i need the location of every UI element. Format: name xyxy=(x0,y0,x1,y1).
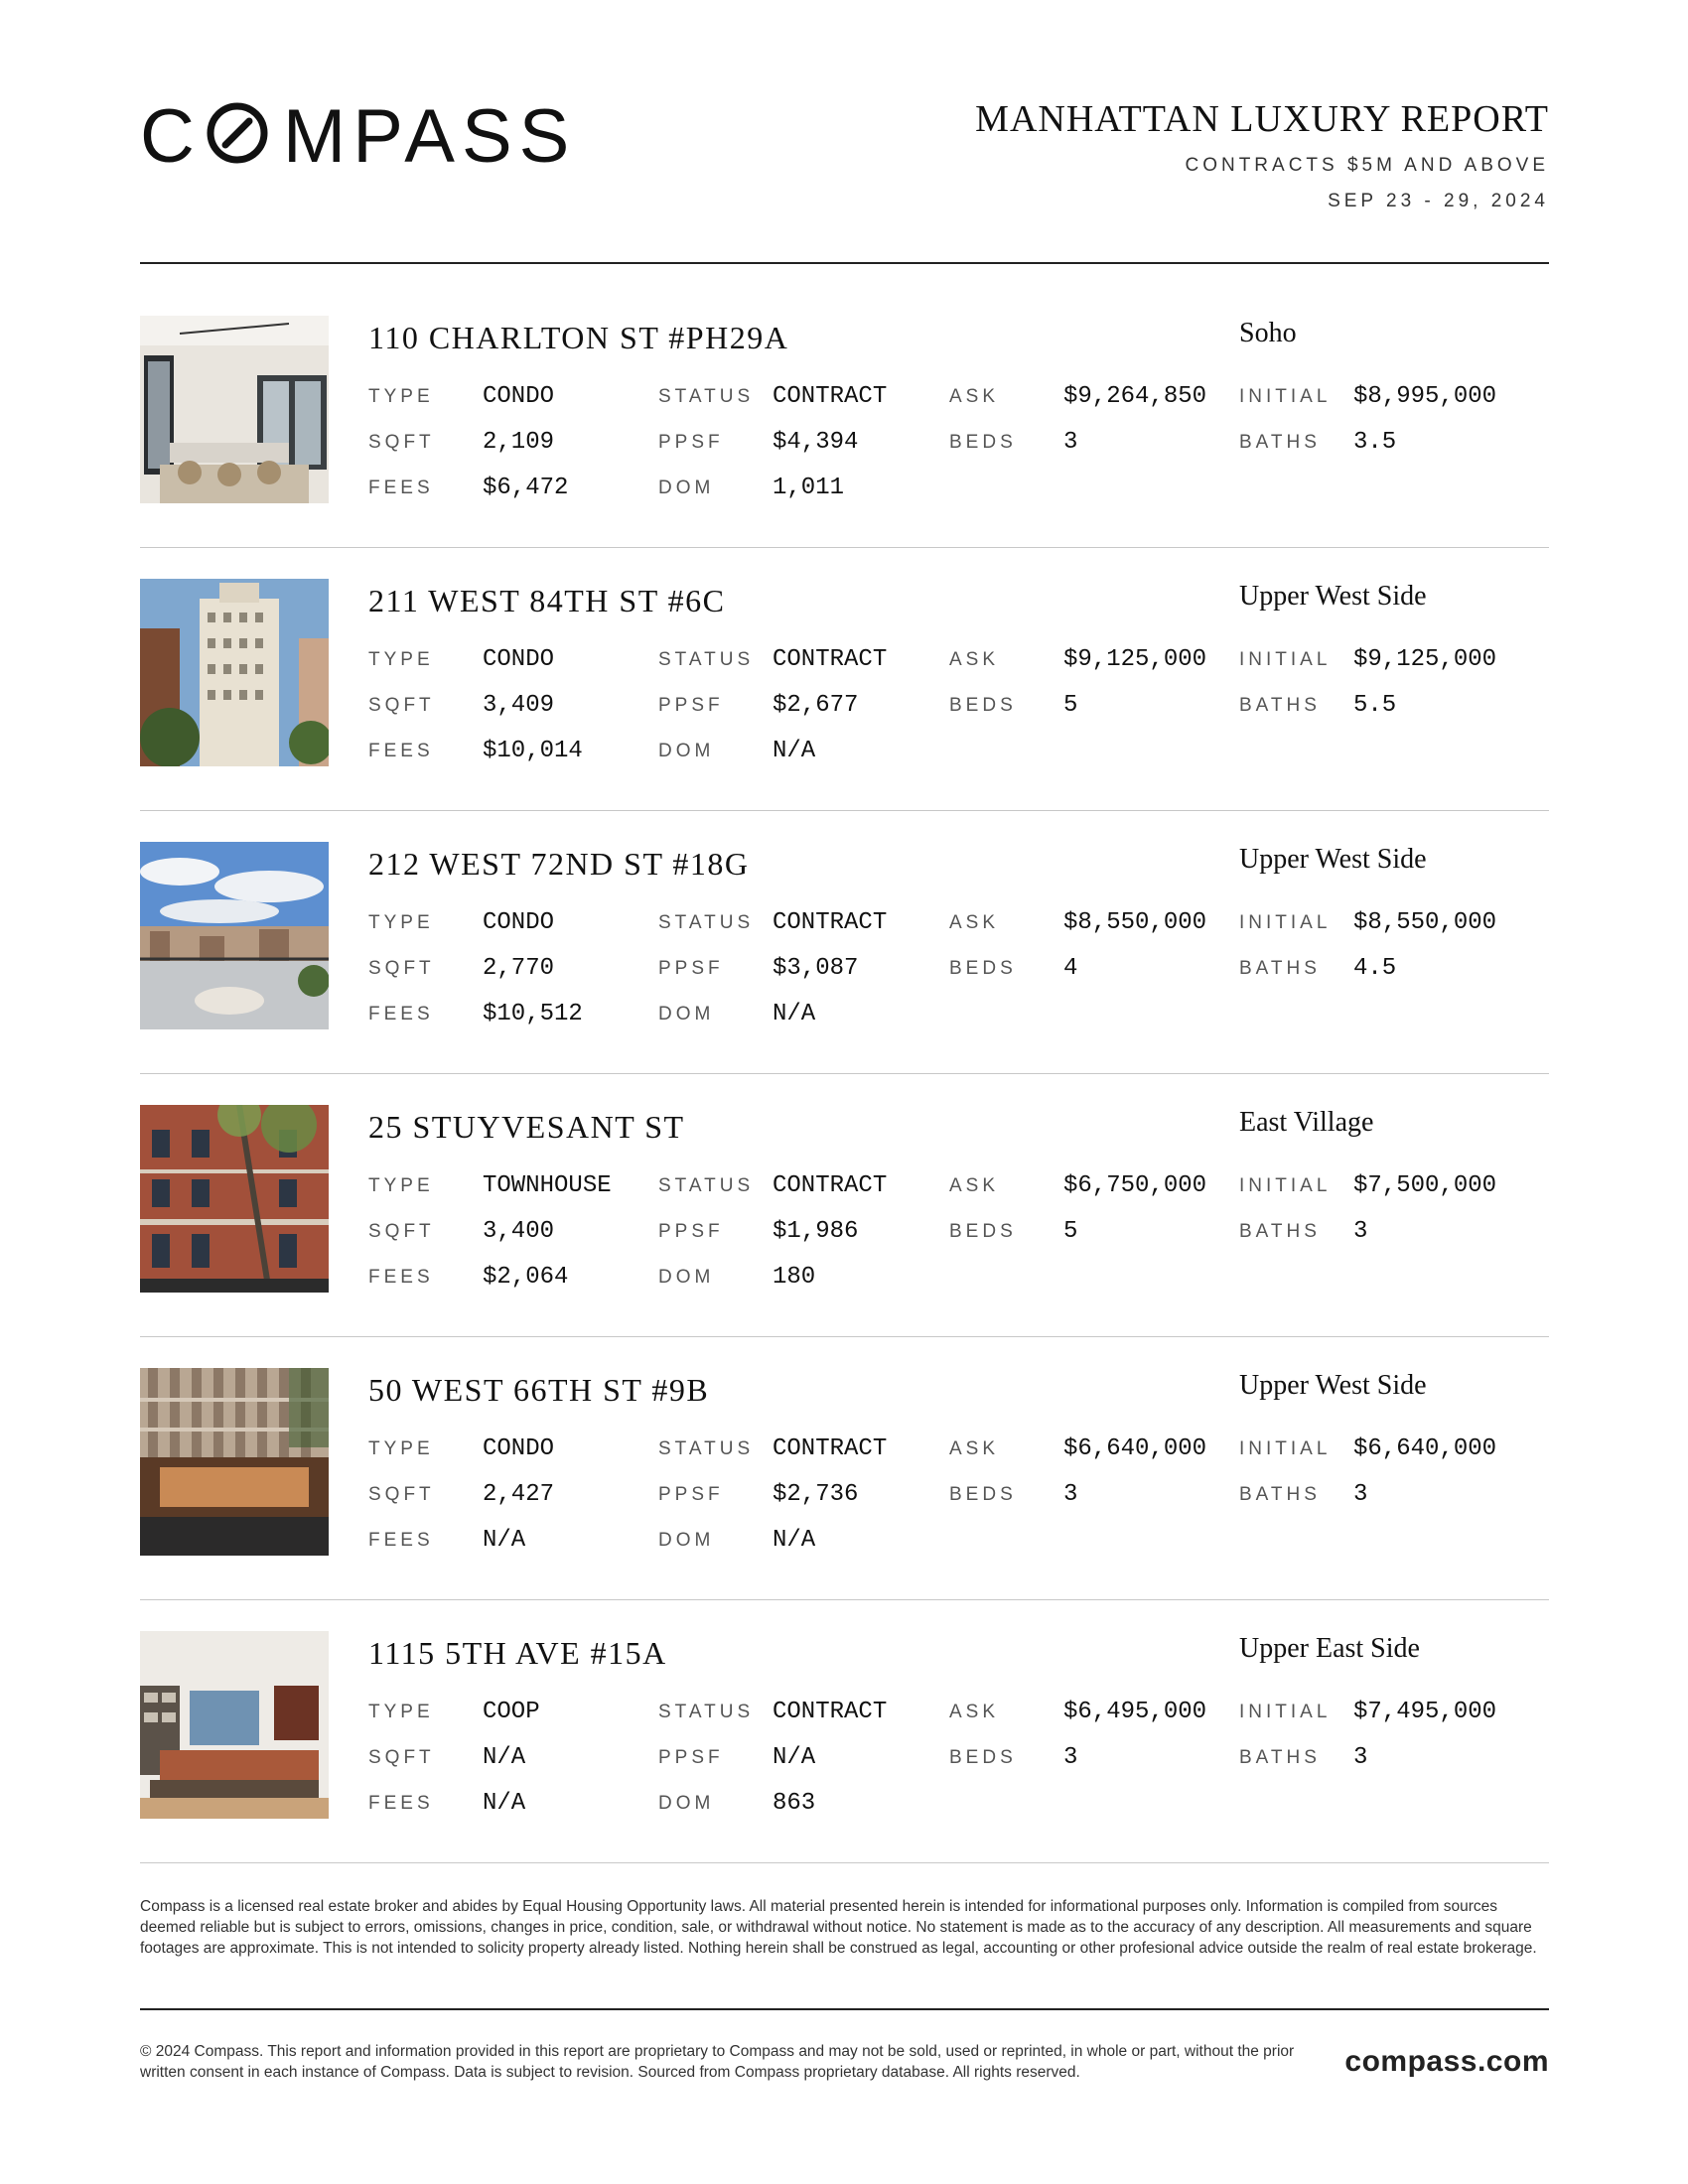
baths-value: 3 xyxy=(1353,1744,1368,1771)
ask-label: ASK xyxy=(949,649,1000,670)
initial-label: INITIAL xyxy=(1239,1438,1332,1459)
ppsf-value: $3,087 xyxy=(773,955,859,982)
ppsf-label: PPSF xyxy=(658,1747,724,1768)
sqft-value: 2,770 xyxy=(483,955,555,982)
dom-label: DOM xyxy=(658,478,715,498)
baths-value: 3.5 xyxy=(1353,429,1397,456)
baths-label: BATHS xyxy=(1239,958,1321,979)
listing-divider xyxy=(140,1073,1549,1074)
compass-o-icon xyxy=(204,102,277,164)
initial-value: $7,500,000 xyxy=(1353,1172,1497,1199)
beds-label: BEDS xyxy=(949,958,1017,979)
beds-label: BEDS xyxy=(949,1221,1017,1242)
listing-neighborhood: Upper West Side xyxy=(1239,844,1427,875)
listing-divider xyxy=(140,547,1549,548)
dom-label: DOM xyxy=(658,1267,715,1288)
fees-value: N/A xyxy=(483,1527,526,1554)
beds-label: BEDS xyxy=(949,1484,1017,1505)
sqft-value: 3,409 xyxy=(483,692,555,719)
sqft-label: SQFT xyxy=(368,695,435,716)
compass-logo xyxy=(140,94,577,179)
baths-label: BATHS xyxy=(1239,1221,1321,1242)
listings-list xyxy=(140,316,1549,1894)
listing-photo xyxy=(140,1631,329,1819)
beds-label: BEDS xyxy=(949,432,1017,453)
fees-label: FEES xyxy=(368,741,434,761)
copyright-notice: © 2024 Compass. This report and information provided in this report are proprietary to Compass and may not be sold, used or reprinted, in whole or part, without the prior written consent in each instance of Compass. Data is subject to revision. Sourced from Compass proprietary database. All rights reserved. xyxy=(140,2043,1295,2081)
listing-card xyxy=(140,1631,1549,1894)
dom-value: 1,011 xyxy=(773,475,845,501)
legal-disclaimer: Compass is a licensed real estate broker and abides by Equal Housing Opportunity laws. All material presented herein is intended for informational purposes only. Information is compiled from sources deemed reliable but is subject to errors, omissions, changes in price, condition, sale, or withdrawal without notice. No statement is made as to the accuracy of any description. All measurements and square footages are approximate. This is not intended to solicity property already listed. Nothing herein shall be construed as legal, accounting or other profesional advice outside the realm of real estate brokerage. xyxy=(140,1898,1537,1957)
type-label: TYPE xyxy=(368,649,434,670)
status-label: STATUS xyxy=(658,1702,755,1722)
sqft-label: SQFT xyxy=(368,958,435,979)
baths-value: 3 xyxy=(1353,1218,1368,1245)
status-label: STATUS xyxy=(658,1175,755,1196)
ask-label: ASK xyxy=(949,1175,1000,1196)
fees-value: $6,472 xyxy=(483,475,569,501)
status-value: CONTRACT xyxy=(773,909,888,936)
ppsf-value: $1,986 xyxy=(773,1218,859,1245)
dom-label: DOM xyxy=(658,741,715,761)
listing-address: 211 WEST 84TH ST #6C xyxy=(368,583,726,618)
fees-value: $10,512 xyxy=(483,1001,583,1027)
fees-label: FEES xyxy=(368,1793,434,1814)
type-value: TOWNHOUSE xyxy=(483,1172,612,1199)
ppsf-label: PPSF xyxy=(658,1221,724,1242)
listing-photo xyxy=(140,316,329,503)
sqft-value: 2,427 xyxy=(483,1481,555,1508)
type-value: CONDO xyxy=(483,646,555,673)
logo-letter-c: C xyxy=(140,94,202,179)
listing-neighborhood: East Village xyxy=(1239,1107,1374,1138)
listing-photo xyxy=(140,842,329,1029)
listing-address: 110 CHARLTON ST #PH29A xyxy=(368,320,789,355)
dom-value: N/A xyxy=(773,738,816,764)
beds-value: 3 xyxy=(1063,1481,1078,1508)
beds-value: 5 xyxy=(1063,1218,1078,1245)
listing-photo xyxy=(140,579,329,766)
ppsf-value: N/A xyxy=(773,1744,816,1771)
status-value: CONTRACT xyxy=(773,646,888,673)
fees-label: FEES xyxy=(368,478,434,498)
dom-value: N/A xyxy=(773,1527,816,1554)
logo-letters-mpass: MPASS xyxy=(282,94,577,179)
type-label: TYPE xyxy=(368,1438,434,1459)
initial-label: INITIAL xyxy=(1239,649,1332,670)
sqft-value: N/A xyxy=(483,1744,526,1771)
baths-value: 4.5 xyxy=(1353,955,1397,982)
listing-divider xyxy=(140,1599,1549,1600)
fees-label: FEES xyxy=(368,1530,434,1551)
listing-address: 50 WEST 66TH ST #9B xyxy=(368,1372,710,1408)
initial-value: $6,640,000 xyxy=(1353,1435,1497,1462)
ppsf-label: PPSF xyxy=(658,1484,724,1505)
listing-photo xyxy=(140,1368,329,1556)
ask-value: $6,495,000 xyxy=(1063,1699,1207,1725)
sqft-label: SQFT xyxy=(368,432,435,453)
baths-label: BATHS xyxy=(1239,695,1321,716)
status-value: CONTRACT xyxy=(773,1435,888,1462)
dom-label: DOM xyxy=(658,1004,715,1024)
listing-neighborhood: Soho xyxy=(1239,318,1297,348)
fees-value: $10,014 xyxy=(483,738,583,764)
initial-label: INITIAL xyxy=(1239,1702,1332,1722)
ask-label: ASK xyxy=(949,1702,1000,1722)
status-label: STATUS xyxy=(658,1438,755,1459)
type-label: TYPE xyxy=(368,912,434,933)
ppsf-label: PPSF xyxy=(658,432,724,453)
report-header xyxy=(140,89,1549,263)
fees-label: FEES xyxy=(368,1267,434,1288)
initial-label: INITIAL xyxy=(1239,912,1332,933)
sqft-value: 3,400 xyxy=(483,1218,555,1245)
ppsf-label: PPSF xyxy=(658,958,724,979)
type-value: CONDO xyxy=(483,909,555,936)
baths-label: BATHS xyxy=(1239,1484,1321,1505)
ask-value: $6,750,000 xyxy=(1063,1172,1207,1199)
baths-label: BATHS xyxy=(1239,432,1321,453)
beds-label: BEDS xyxy=(949,1747,1017,1768)
status-value: CONTRACT xyxy=(773,1172,888,1199)
fees-label: FEES xyxy=(368,1004,434,1024)
type-value: CONDO xyxy=(483,1435,555,1462)
type-value: CONDO xyxy=(483,383,555,410)
listing-card xyxy=(140,1368,1549,1631)
dom-value: 863 xyxy=(773,1790,816,1817)
sqft-label: SQFT xyxy=(368,1221,435,1242)
beds-label: BEDS xyxy=(949,695,1017,716)
sqft-label: SQFT xyxy=(368,1484,435,1505)
ask-value: $6,640,000 xyxy=(1063,1435,1207,1462)
ask-label: ASK xyxy=(949,386,1000,407)
status-value: CONTRACT xyxy=(773,383,888,410)
initial-value: $9,125,000 xyxy=(1353,646,1497,673)
dom-value: 180 xyxy=(773,1264,816,1291)
listing-neighborhood: Upper West Side xyxy=(1239,1370,1427,1401)
status-value: CONTRACT xyxy=(773,1699,888,1725)
header-divider xyxy=(140,262,1549,264)
listing-divider xyxy=(140,810,1549,811)
listing-divider xyxy=(140,1862,1549,1863)
baths-label: BATHS xyxy=(1239,1747,1321,1768)
dom-value: N/A xyxy=(773,1001,816,1027)
dom-label: DOM xyxy=(658,1793,715,1814)
listing-card xyxy=(140,579,1549,842)
ppsf-value: $2,677 xyxy=(773,692,859,719)
initial-label: INITIAL xyxy=(1239,386,1332,407)
initial-value: $8,550,000 xyxy=(1353,909,1497,936)
type-label: TYPE xyxy=(368,386,434,407)
listing-address: 1115 5TH AVE #15A xyxy=(368,1635,667,1671)
ppsf-label: PPSF xyxy=(658,695,724,716)
type-label: TYPE xyxy=(368,1702,434,1722)
listing-card xyxy=(140,1105,1549,1368)
baths-value: 3 xyxy=(1353,1481,1368,1508)
report-subtitle: CONTRACTS $5M AND ABOVE xyxy=(1185,155,1549,176)
ask-value: $9,125,000 xyxy=(1063,646,1207,673)
type-value: COOP xyxy=(483,1699,540,1725)
sqft-value: 2,109 xyxy=(483,429,555,456)
initial-value: $8,995,000 xyxy=(1353,383,1497,410)
ask-label: ASK xyxy=(949,1438,1000,1459)
dom-label: DOM xyxy=(658,1530,715,1551)
listing-card xyxy=(140,842,1549,1105)
ask-value: $9,264,850 xyxy=(1063,383,1207,410)
listing-photo xyxy=(140,1105,329,1293)
initial-label: INITIAL xyxy=(1239,1175,1332,1196)
fees-value: N/A xyxy=(483,1790,526,1817)
ask-label: ASK xyxy=(949,912,1000,933)
baths-value: 5.5 xyxy=(1353,692,1397,719)
status-label: STATUS xyxy=(658,386,755,407)
ppsf-value: $4,394 xyxy=(773,429,859,456)
listing-neighborhood: Upper West Side xyxy=(1239,581,1427,612)
listing-card xyxy=(140,316,1549,579)
report-title: MANHATTAN LUXURY REPORT xyxy=(975,98,1549,140)
listing-address: 212 WEST 72ND ST #18G xyxy=(368,846,750,882)
website-link[interactable]: compass.com xyxy=(1344,2045,1549,2078)
beds-value: 4 xyxy=(1063,955,1078,982)
footer-divider xyxy=(140,2008,1549,2010)
status-label: STATUS xyxy=(658,649,755,670)
listing-address: 25 STUYVESANT ST xyxy=(368,1109,685,1145)
fees-value: $2,064 xyxy=(483,1264,569,1291)
ask-value: $8,550,000 xyxy=(1063,909,1207,936)
status-label: STATUS xyxy=(658,912,755,933)
sqft-label: SQFT xyxy=(368,1747,435,1768)
beds-value: 5 xyxy=(1063,692,1078,719)
ppsf-value: $2,736 xyxy=(773,1481,859,1508)
report-date: SEP 23 - 29, 2024 xyxy=(1328,191,1549,211)
initial-value: $7,495,000 xyxy=(1353,1699,1497,1725)
beds-value: 3 xyxy=(1063,429,1078,456)
type-label: TYPE xyxy=(368,1175,434,1196)
beds-value: 3 xyxy=(1063,1744,1078,1771)
listing-divider xyxy=(140,1336,1549,1337)
listing-neighborhood: Upper East Side xyxy=(1239,1633,1420,1664)
